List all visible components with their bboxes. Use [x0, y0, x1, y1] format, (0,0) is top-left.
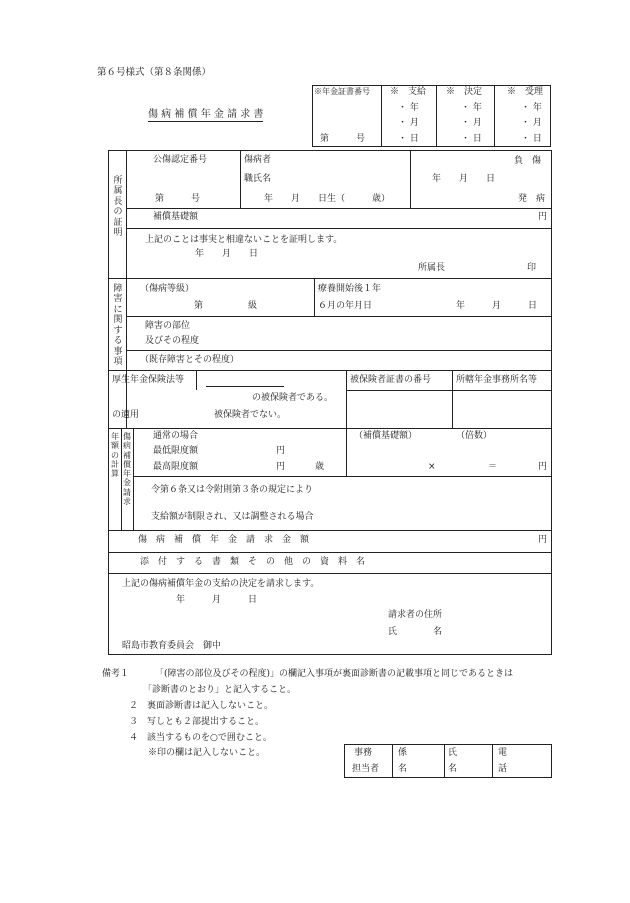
birth-label: 年 月 日生（ 歳） [264, 194, 391, 204]
job-name-label: 職氏名 [244, 174, 272, 184]
staff-c4b: 話 [498, 764, 508, 774]
claim-amount-yen: 円 [538, 535, 548, 545]
notes-head: 備考１ [102, 669, 130, 679]
after-label: 療養開始後１年 [318, 284, 382, 294]
grade-label: （傷病等級） [140, 284, 195, 294]
cert-text: 上記のことは事実と相違ないことを証明します。 [145, 235, 343, 245]
claim-amount-label: 傷 病 補 償 年 金 請 求 金 額 [138, 535, 310, 545]
payment-day: ・ 日 [398, 134, 419, 144]
address-label: 請求者の住所 [388, 610, 443, 620]
insured-yes: の被保険者である。 [252, 393, 334, 403]
times-sign: × [428, 462, 436, 472]
decision-year: ・ 年 [461, 103, 482, 113]
equals-sign: ＝ [488, 462, 498, 472]
injured-label: 傷病者 [244, 155, 272, 165]
limit-text-1: 令第６条又は令附則第３条の規定により [151, 485, 314, 495]
after-label-2: ６月の年月日 [318, 301, 373, 311]
decision-day: ・ 日 [461, 134, 482, 144]
decision-label: ※ 決定 [446, 87, 483, 97]
min-label: 最低限度額 [153, 446, 199, 456]
payment-label: ※ 支給 [390, 87, 427, 97]
receipt-day: ・ 日 [521, 134, 542, 144]
pension-cert-number: 第 号 [320, 134, 366, 144]
payment-year: ・ 年 [398, 103, 419, 113]
receipt-label: ※ 受理 [507, 87, 544, 97]
note-2: ２ 裏面診断書は記入しないこと。 [129, 701, 274, 711]
limit-text-2: 支給額が制限され、又は調整される場合 [151, 512, 314, 522]
onset-injury-label: 負 傷 [514, 156, 542, 166]
max-yen: 円 [276, 462, 286, 472]
staff-c4a: 電 [498, 748, 508, 758]
name-label: 氏 名 [388, 627, 443, 637]
staff-c1a: 事務 [354, 748, 373, 758]
staff-c2a: 係 [398, 748, 408, 758]
part-label-2: 及びその程度 [145, 336, 200, 346]
chief-seal: 印 [527, 263, 537, 273]
cert-date: 年 月 日 [195, 249, 259, 259]
pension-cert-label: ※年金証書番号 [314, 87, 370, 96]
receipt-month: ・ 月 [521, 118, 542, 128]
insured-no: 被保険者でない。 [214, 410, 287, 420]
calc-side-label-2: 傷病補償年金請求 [123, 432, 131, 506]
staff-c1b: 担当者 [352, 764, 380, 774]
form-number: 第６号様式（第８条関係） [97, 67, 212, 78]
request-date: 年 月 日 [176, 595, 258, 605]
attachments-label: 添 付 す る 書 類 そ の 他 の 資 料 名 [140, 557, 366, 567]
onset-illness-label: 発 病 [518, 194, 546, 204]
base-amount-yen: 円 [538, 212, 548, 222]
cert-side-label: 所属長の証明 [113, 176, 123, 239]
law-label-2: の適用 [112, 410, 140, 420]
office-label: 所轄年金事務所名等 [456, 375, 538, 385]
min-yen: 円 [276, 446, 286, 456]
part-label: 障害の部位 [145, 321, 191, 331]
onset-date: 年 月 日 [432, 174, 496, 184]
form-title: 傷 病 補 償 年 金 請 求 書 [148, 109, 264, 120]
note-1b: 「診断書のとおり」と記入すること。 [143, 685, 297, 695]
request-text: 上記の傷病補償年金の支給の決定を請求します。 [122, 579, 320, 589]
staff-c3b: 名 [448, 764, 458, 774]
note-1a: 「(障害の部位及びその程度)」の欄記入事項が裏面診断書の記載事項と同じであるときは [155, 669, 514, 679]
base-amount-label: 補償基礎額 [153, 212, 199, 222]
staff-c2b: 名 [398, 764, 408, 774]
payment-month: ・ 月 [398, 118, 419, 128]
chief-label: 所属長 [418, 263, 446, 273]
decision-month: ・ 月 [461, 118, 482, 128]
law-label: 厚生年金保険法等 [112, 375, 185, 385]
max-age: 歳 [315, 462, 325, 472]
note-3: ３ 写しとも２部提出すること。 [129, 717, 265, 727]
disaster-no-value: 第 号 [155, 194, 201, 204]
staff-c3a: 氏 [448, 748, 458, 758]
receipt-year: ・ 年 [521, 103, 542, 113]
cert-no-label: 被保険者証書の番号 [350, 375, 432, 385]
existing-label: （既存障害とその程度） [140, 355, 240, 365]
calc-base-header: （補償基礎額） [354, 431, 418, 441]
calc-side-label-1: 年額の計算 [111, 432, 119, 479]
note-4: ４ 該当するものを○で囲むこと。 [129, 733, 272, 743]
normal-label: 通常の場合 [153, 431, 199, 441]
after-date: 年 月 日 [456, 301, 538, 311]
disability-side-label: 障害に関する事項 [113, 284, 123, 368]
grade-value: 第 級 [194, 301, 258, 311]
note-5: ※印の欄は記入しないこと。 [148, 748, 266, 758]
calc-yen: 円 [538, 462, 548, 472]
addressee: 昭島市教育委員会 御中 [122, 641, 222, 651]
disaster-no-label: 公傷認定番号 [153, 155, 208, 165]
calc-ratio-header: （倍数） [456, 431, 493, 441]
max-label: 最高限度額 [153, 462, 199, 472]
